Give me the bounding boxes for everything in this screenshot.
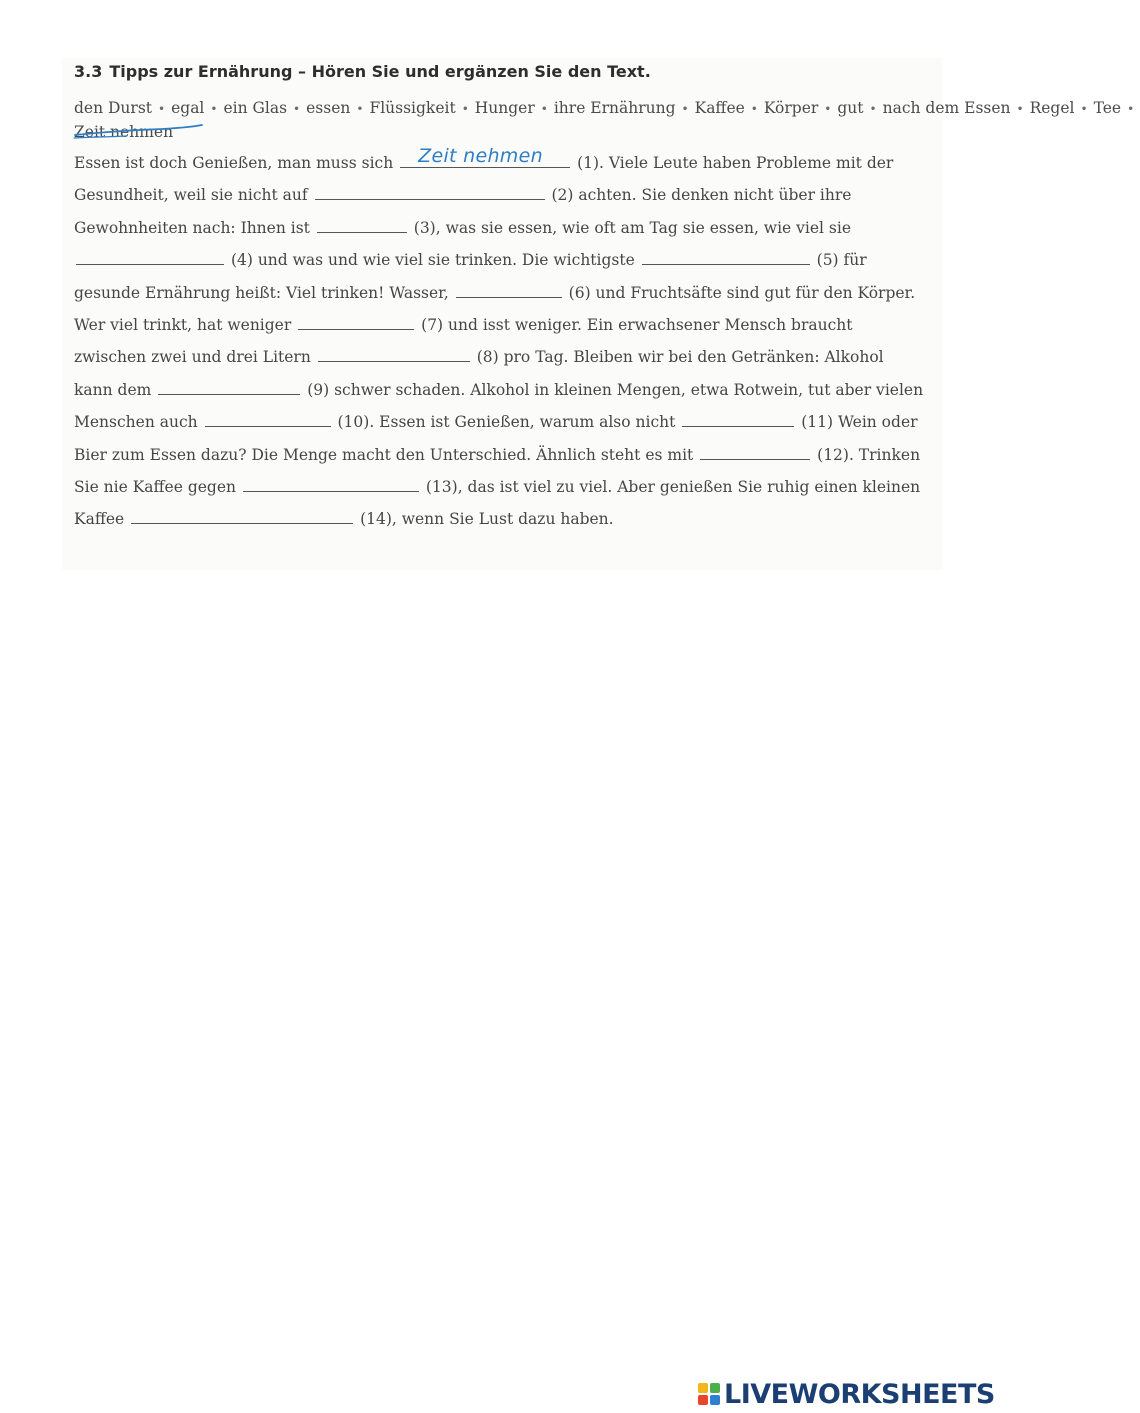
bullet-separator: • [356,102,364,116]
word-bank-item-crossed-out [74,121,173,144]
word-bank-item: den Durst [74,99,153,117]
exercise-number: 3.3 [74,62,103,81]
text-segment: (3), was sie essen, wie oft am Tag sie essen, wie viel sie [413,218,851,237]
bullet-separator: • [158,102,166,116]
word-bank-item: Tee [1093,99,1122,117]
liveworksheets-logo[interactable] [698,1379,995,1409]
text-segment: Essen ist doch Genießen, man muss sich [74,154,394,172]
bullet-separator: • [1016,102,1024,116]
answer-blank-13[interactable] [243,473,419,492]
answer-blank-11[interactable] [682,408,794,427]
word-bank-item: essen [306,99,351,117]
logo-text: LIVEWORKSHEETS [724,1378,995,1410]
word-bank-item: ihre Ernährung [553,99,676,117]
word-bank-item: nach dem Essen [882,99,1011,117]
text-segment: (5) für gesunde Ernährung heißt: Viel trinken! Wasser, [74,251,867,302]
answer-blank-1[interactable] [400,145,570,168]
text-segment: (11) Wein oder Bier zum Essen dazu? Die Menge macht den Unterschied. Ähnlich steht es mit [74,413,918,464]
text-segment: (9) schwer schaden. Alkohol in kleinen Mengen, etwa Rotwein, tut aber vielen Menschen auch [74,380,924,432]
answer-blank-12[interactable] [700,441,810,460]
bullet-separator: • [1127,102,1135,116]
bullet-separator: • [461,102,469,116]
answer-blank-7[interactable] [298,311,414,330]
crossed-word-text: Zeit nehmen [74,123,174,141]
text-segment: (6) und Fruchtsäfte sind gut für den Körper. Wer viel trinkt, hat weniger [74,283,916,335]
text-segment: (1). Viele Leute haben Probleme mit der Gesundheit, weil sie nicht auf [74,154,894,205]
text-segment: (8) pro Tag. Bleiben wir bei den Getränken: Alkohol kann dem [74,348,884,399]
word-bank-item: Regel [1029,99,1075,117]
cloze-text [74,147,924,536]
answer-blank-10[interactable] [205,408,331,427]
word-bank-item: Körper [763,99,819,117]
text-segment: (13), das ist viel zu viel. Aber genießen Sie ruhig einen kleinen Kaffee [74,478,921,529]
answer-blank-2[interactable] [315,181,545,200]
handwritten-strike-mark [74,125,204,139]
bullet-separator: • [1080,102,1088,116]
bullet-separator: • [824,102,832,116]
handwritten-answer: Zeit nehmen [418,145,543,167]
text-segment: (4) und was und wie viel sie trinken. Die wichtigste [230,251,635,270]
text-segment: (2) achten. Sie denken nicht über ihre Gewohnheiten nach: Ihnen ist [74,186,852,237]
word-bank [74,97,1135,144]
answer-blank-8[interactable] [318,343,470,362]
text-segment: (10). Essen ist Genießen, warum also nicht [337,413,676,432]
bullet-separator: • [293,102,301,116]
text-segment: (14), wenn Sie Lust dazu haben. [360,510,614,529]
bullet-separator: • [681,102,689,116]
liveworksheets-logo-icon [698,1383,720,1405]
bullet-separator: • [540,102,548,116]
answer-blank-3[interactable] [317,214,407,233]
exercise-heading [74,62,651,81]
answer-blank-6[interactable] [456,279,562,298]
word-bank-item: ein Glas [223,99,288,117]
answer-blank-5[interactable] [642,246,810,265]
word-bank-item: gut [837,99,864,117]
text-segment: (12). Trinken Sie nie Kaffee gegen [74,445,921,497]
answer-blank-9[interactable] [158,376,300,395]
text-segment: (7) und isst weniger. Ein erwachsener Mensch braucht zwischen zwei und drei Litern [74,316,853,367]
bullet-separator: • [210,102,218,116]
word-bank-item: Kaffee [694,99,745,117]
bullet-separator: • [869,102,877,116]
word-bank-item: Flüssigkeit [369,99,456,117]
word-bank-item: Hunger [474,99,535,117]
answer-blank-14[interactable] [131,505,353,524]
exercise-title: Tipps zur Ernährung – Hören Sie und ergänzen Sie den Text. [109,62,651,81]
word-bank-item: egal [171,99,205,117]
answer-blank-4[interactable] [76,246,224,265]
bullet-separator: • [750,102,758,116]
